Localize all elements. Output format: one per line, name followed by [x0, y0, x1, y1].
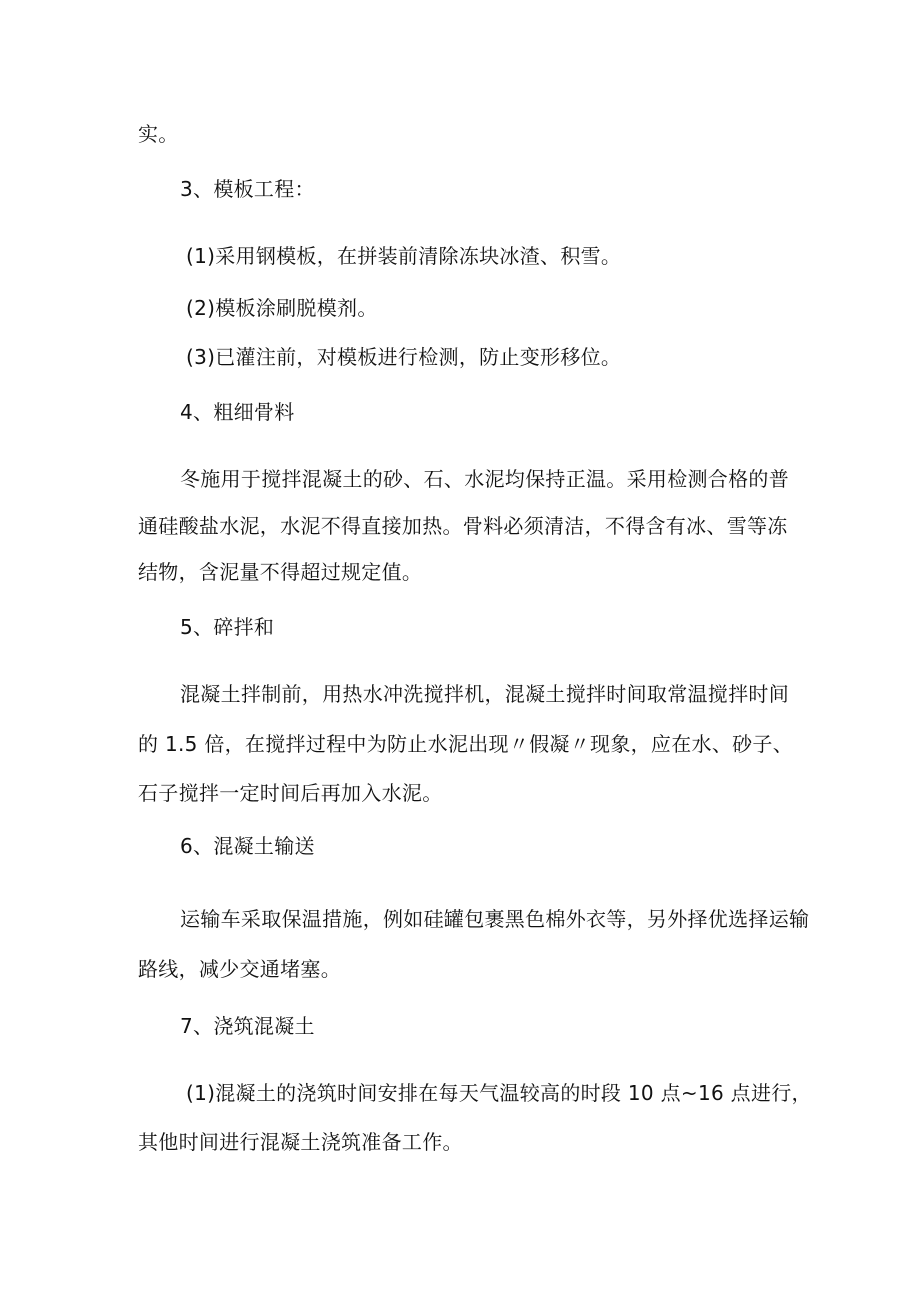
list-item: (2)模板涂刷脱模剂。	[186, 296, 378, 320]
list-item: (1)混凝土的浇筑时间安排在每天气温较高的时段 10 点~16 点进行，	[186, 1081, 812, 1105]
paragraph-line: 冬施用于搅拌混凝土的砂、石、水泥均保持正温。采用检测合格的普	[180, 467, 789, 491]
section-heading-6: 6、混凝土输送	[180, 834, 315, 858]
section-heading-7: 7、浇筑混凝土	[180, 1014, 315, 1038]
section-heading-5: 5、碎拌和	[180, 615, 275, 639]
list-item: (3)已灌注前，对模板进行检测，防止变形移位。	[186, 345, 622, 369]
list-item-continuation: 其他时间进行混凝土浇筑准备工作。	[138, 1130, 463, 1154]
paragraph-line: 混凝土拌制前，用热水冲洗搅拌机，混凝土搅拌时间取常温搅拌时间	[180, 682, 789, 706]
paragraph-line: 的 1.5 倍，在搅拌过程中为防止水泥出现〃假凝〃现象，应在水、砂子、	[138, 732, 794, 756]
paragraph-line: 运输车采取保温措施，例如硅罐包裹黑色棉外衣等，另外择优选择运输	[180, 907, 810, 931]
paragraph-line: 结物，含泥量不得超过规定值。	[138, 560, 423, 584]
section-heading-4: 4、粗细骨料	[180, 400, 295, 424]
paragraph-line: 石子搅拌一定时间后再加入水泥。	[138, 781, 443, 805]
list-item: (1)采用钢模板，在拼装前清除冻块冰渣、积雪。	[186, 244, 622, 268]
section-heading-3: 3、模板工程：	[180, 177, 315, 201]
paragraph-line: 路线，减少交通堵塞。	[138, 957, 341, 981]
paragraph-line: 通硅酸盐水泥，水泥不得直接加热。骨料必须清洁，不得含有冰、雪等冻	[138, 514, 788, 538]
continuation-line: 实。	[138, 122, 179, 146]
